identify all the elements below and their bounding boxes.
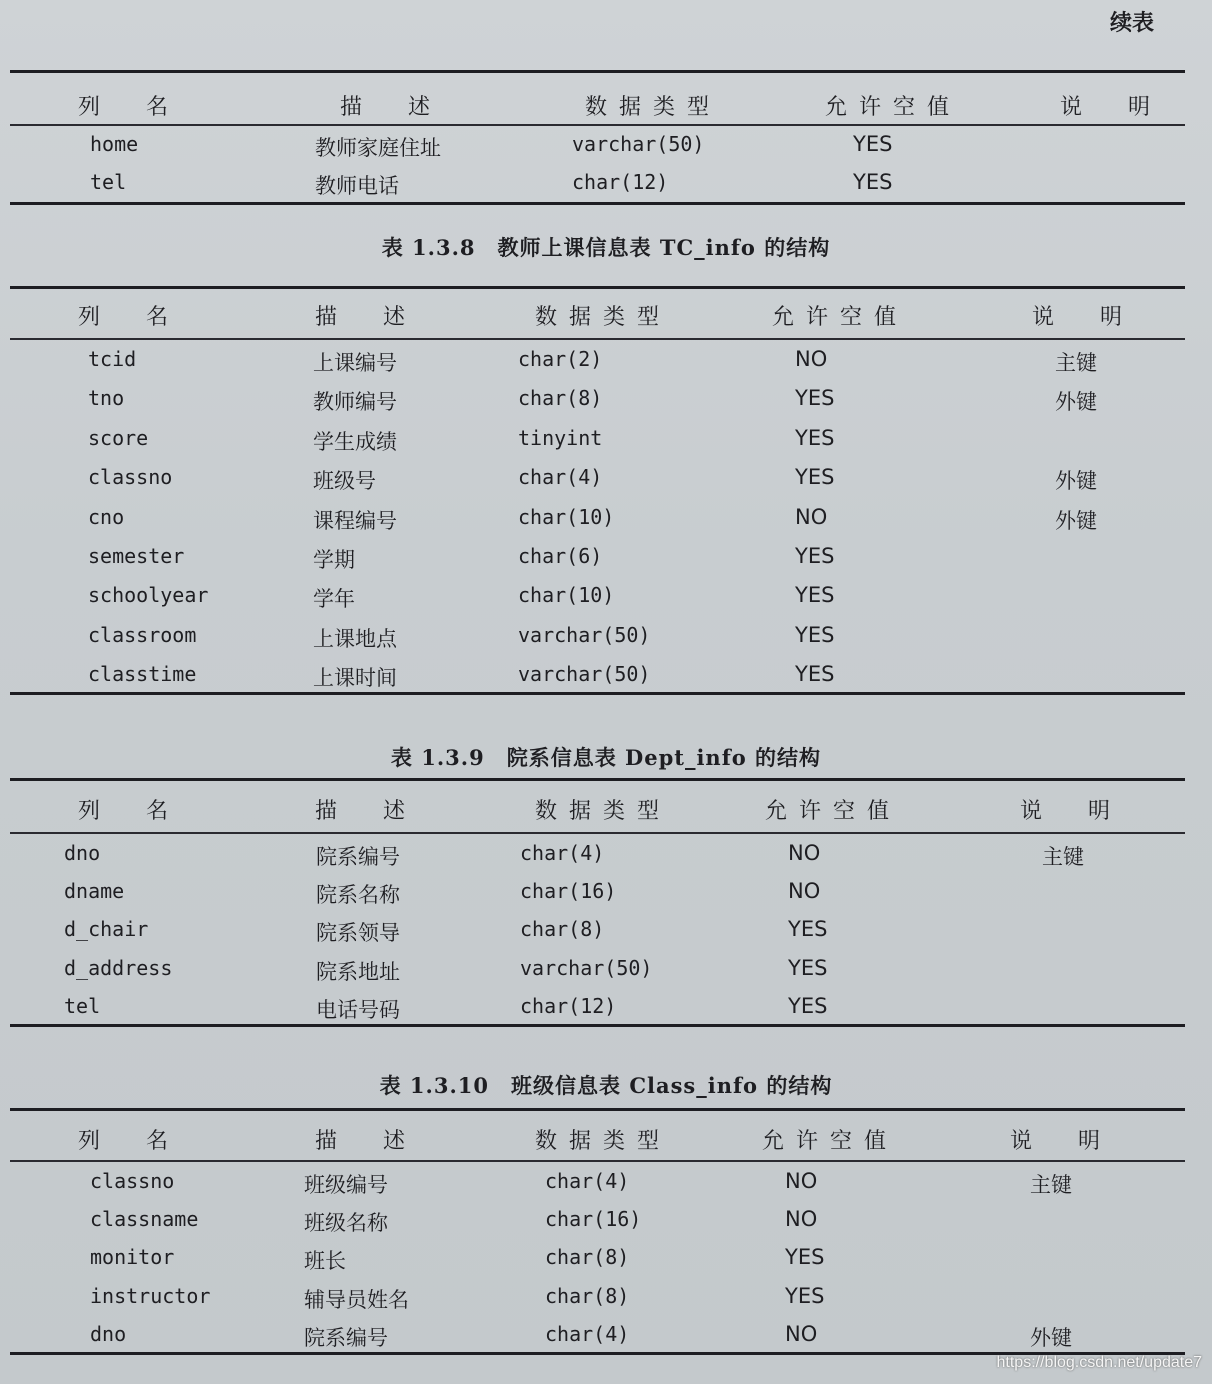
cell-note: 外键 — [1055, 390, 1097, 415]
table-row — [10, 1316, 1185, 1355]
cell-type: tinyint — [518, 425, 603, 450]
cell-type: char(16) — [545, 1207, 642, 1232]
cell-nullable: YES — [795, 425, 835, 450]
table-tc-info — [10, 278, 1185, 698]
header-nullable: 允许空值 — [772, 305, 909, 330]
table-row — [10, 164, 1185, 203]
cell-desc: 班级号 — [313, 469, 376, 494]
table-row — [10, 1278, 1185, 1317]
table-caption: 表 1.3.10 班级信息表 Class_info 的结构 — [379, 1073, 833, 1098]
header-note: 说 明 — [1020, 799, 1123, 824]
cell-col-name: dno — [90, 1321, 127, 1346]
cell-col-name: d_chair — [64, 917, 149, 942]
cell-col-name: classname — [90, 1207, 199, 1232]
cell-nullable: YES — [788, 917, 828, 942]
header-note: 说 明 — [1060, 95, 1163, 120]
cell-col-name: semester — [88, 544, 185, 568]
cell-desc: 院系编号 — [316, 845, 400, 869]
table-row — [10, 873, 1185, 912]
table-header — [10, 786, 1185, 826]
cell-nullable: YES — [785, 1283, 825, 1308]
cell-nullable: YES — [795, 622, 835, 647]
cell-type: char(12) — [572, 170, 669, 194]
cell-nullable: YES — [795, 544, 835, 568]
table-continued — [10, 62, 1185, 210]
cell-nullable: YES — [788, 993, 828, 1018]
header-col-name: 列 名 — [78, 95, 181, 120]
table-caption: 表 1.3.9 院系信息表 Dept_info 的结构 — [390, 745, 822, 770]
cell-nullable: YES — [795, 386, 835, 411]
cell-nullable: YES — [795, 465, 835, 490]
cell-nullable: NO — [785, 1321, 818, 1346]
cell-desc: 课程编号 — [313, 508, 397, 533]
cell-nullable: NO — [785, 1207, 818, 1232]
table-row — [10, 617, 1185, 656]
table-header — [10, 82, 1185, 122]
table-row — [10, 420, 1185, 459]
cell-desc: 班长 — [304, 1249, 346, 1274]
header-nullable: 允许空值 — [825, 95, 962, 120]
cell-desc: 辅导员姓名 — [304, 1287, 409, 1312]
header-nullable: 允许空值 — [762, 1129, 899, 1154]
table-row — [10, 499, 1185, 538]
header-desc: 描 述 — [315, 1129, 418, 1154]
continued-label: 续表 — [1109, 10, 1154, 36]
cell-type: varchar(50) — [572, 132, 705, 156]
cell-note: 主键 — [1042, 845, 1084, 869]
cell-type: char(4) — [518, 465, 603, 490]
cell-col-name: classno — [88, 465, 173, 490]
cell-col-name: dno — [64, 841, 101, 865]
cell-nullable: NO — [788, 879, 821, 904]
header-col-name: 列 名 — [78, 1129, 181, 1154]
cell-nullable: YES — [788, 955, 828, 980]
cell-col-name: score — [88, 425, 149, 450]
cell-col-name: tno — [88, 386, 125, 411]
header-type: 数据类型 — [535, 305, 672, 330]
cell-type: varchar(50) — [520, 955, 653, 980]
header-type: 数据类型 — [535, 799, 672, 824]
cell-nullable: YES — [785, 1245, 825, 1270]
cell-type: char(8) — [520, 917, 605, 942]
cell-desc: 上课地点 — [313, 626, 397, 651]
cell-nullable: NO — [795, 504, 828, 529]
cell-nullable: YES — [853, 132, 893, 156]
cell-type: varchar(50) — [518, 622, 651, 647]
table-row — [10, 577, 1185, 616]
cell-desc: 院系地址 — [316, 959, 400, 984]
header-note: 说 明 — [1032, 305, 1135, 330]
cell-type: char(4) — [545, 1321, 630, 1346]
cell-col-name: classno — [90, 1169, 175, 1193]
table-row — [10, 126, 1185, 165]
cell-col-name: tcid — [88, 347, 137, 371]
cell-desc: 班级编号 — [304, 1173, 388, 1197]
cell-nullable: YES — [795, 662, 835, 687]
cell-col-name: classroom — [88, 622, 197, 647]
table-row — [10, 1201, 1185, 1240]
header-type: 数据类型 — [535, 1129, 672, 1154]
cell-desc: 院系编号 — [304, 1325, 388, 1350]
table-row — [10, 950, 1185, 989]
cell-type: char(10) — [518, 583, 615, 608]
cell-col-name: home — [90, 132, 139, 156]
cell-desc: 院系领导 — [316, 921, 400, 946]
cell-desc: 教师编号 — [313, 390, 397, 415]
cell-col-name: tel — [64, 993, 101, 1018]
cell-type: char(8) — [545, 1245, 630, 1270]
cell-type: char(4) — [520, 841, 605, 865]
cell-type: char(12) — [520, 993, 617, 1018]
cell-col-name: classtime — [88, 662, 197, 687]
table-row — [10, 911, 1185, 950]
cell-col-name: d_address — [64, 955, 173, 980]
header-desc: 描 述 — [340, 95, 443, 120]
cell-nullable: NO — [785, 1169, 818, 1193]
table-row — [10, 1239, 1185, 1278]
table-row — [10, 538, 1185, 577]
cell-desc: 教师电话 — [315, 174, 399, 198]
cell-type: char(4) — [545, 1169, 630, 1193]
cell-note: 外键 — [1055, 508, 1097, 533]
table-row — [10, 988, 1185, 1027]
header-col-name: 列 名 — [78, 305, 181, 330]
watermark: https://blog.csdn.net/update7 — [996, 1354, 1202, 1371]
cell-desc: 班级名称 — [304, 1211, 388, 1236]
cell-type: char(6) — [518, 544, 603, 568]
cell-type: char(2) — [518, 347, 603, 371]
header-desc: 描 述 — [315, 799, 418, 824]
cell-col-name: tel — [90, 170, 127, 194]
cell-col-name: cno — [88, 504, 125, 529]
cell-type: char(16) — [520, 879, 617, 904]
cell-nullable: YES — [853, 170, 893, 194]
table-caption: 表 1.3.8 教师上课信息表 TC_info 的结构 — [381, 235, 831, 260]
header-type: 数据类型 — [585, 95, 722, 120]
cell-col-name: schoolyear — [88, 583, 209, 608]
cell-desc: 上课时间 — [313, 666, 397, 691]
cell-desc: 电话号码 — [316, 997, 400, 1022]
header-desc: 描 述 — [315, 305, 418, 330]
table-row — [10, 835, 1185, 874]
cell-desc: 学生成绩 — [313, 429, 397, 454]
cell-note: 主键 — [1030, 1173, 1072, 1197]
cell-type: char(8) — [545, 1283, 630, 1308]
table-header — [10, 1116, 1185, 1156]
table-row — [10, 656, 1185, 695]
cell-note: 外键 — [1055, 469, 1097, 494]
header-col-name: 列 名 — [78, 799, 181, 824]
table-row — [10, 380, 1185, 419]
header-nullable: 允许空值 — [765, 799, 902, 824]
cell-nullable: NO — [788, 841, 821, 865]
cell-type: varchar(50) — [518, 662, 651, 687]
cell-desc: 学期 — [313, 548, 355, 572]
cell-note: 外键 — [1030, 1325, 1072, 1350]
cell-desc: 教师家庭住址 — [315, 136, 441, 160]
cell-note: 主键 — [1055, 351, 1097, 375]
cell-desc: 上课编号 — [313, 351, 397, 375]
cell-desc: 院系名称 — [316, 883, 400, 908]
cell-col-name: instructor — [90, 1283, 211, 1308]
cell-type: char(10) — [518, 504, 615, 529]
cell-type: char(8) — [518, 386, 603, 411]
table-row — [10, 341, 1185, 380]
header-note: 说 明 — [1010, 1129, 1113, 1154]
cell-nullable: YES — [795, 583, 835, 608]
top-rule — [10, 70, 1185, 73]
table-row — [10, 459, 1185, 498]
cell-col-name: dname — [64, 879, 125, 904]
table-header — [10, 292, 1185, 332]
bottom-rule — [10, 202, 1185, 205]
table-row — [10, 1163, 1185, 1202]
cell-col-name: monitor — [90, 1245, 175, 1270]
cell-nullable: NO — [795, 347, 828, 371]
table-dept-info — [10, 772, 1185, 1030]
table-class-info — [10, 1102, 1185, 1358]
cell-desc: 学年 — [313, 587, 355, 612]
